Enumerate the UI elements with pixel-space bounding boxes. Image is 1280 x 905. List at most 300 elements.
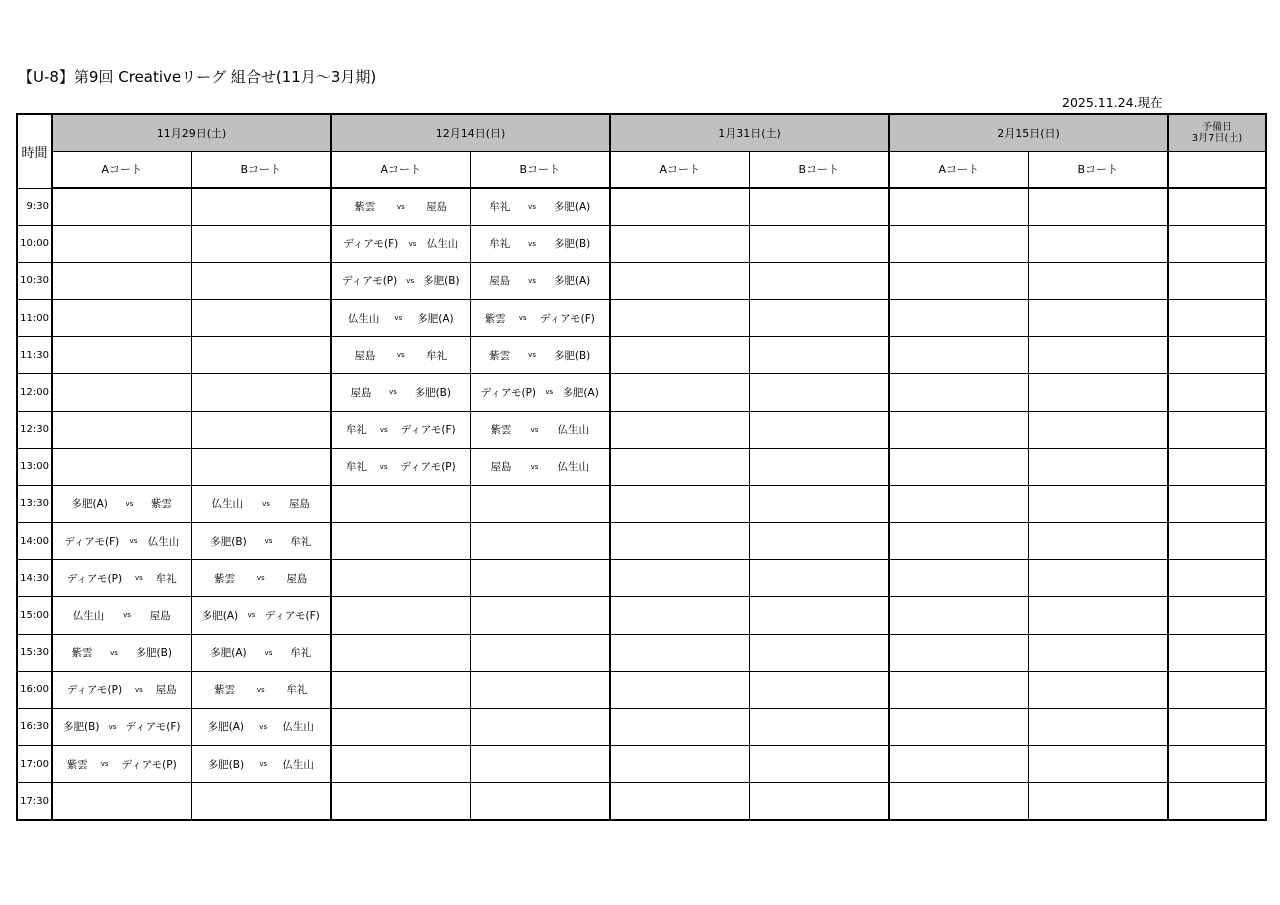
match-cell <box>52 634 191 671</box>
page-title: 【U-8】第9回 Creativeリーグ 組合せ(11月～3月期) <box>18 68 377 86</box>
match-cell <box>610 300 749 337</box>
away-team: ディアモ(F) <box>400 424 456 437</box>
match-cell <box>331 262 470 299</box>
match-cell <box>1028 337 1168 374</box>
match-cell <box>191 262 331 299</box>
match-cell <box>749 746 889 783</box>
reserve-cell <box>1168 262 1266 299</box>
schedule-row <box>17 523 1266 560</box>
schedule-row <box>17 262 1266 299</box>
match-cell <box>191 560 331 597</box>
match-cell <box>331 523 470 560</box>
match <box>192 608 331 623</box>
schedule-row <box>17 783 1266 820</box>
reserve-cell <box>1168 560 1266 597</box>
match-cell <box>889 634 1028 671</box>
match-cell <box>52 671 191 708</box>
match <box>192 534 331 549</box>
match <box>53 608 191 623</box>
match-cell <box>52 448 191 485</box>
match-cell <box>610 708 749 745</box>
match-cell <box>52 300 191 337</box>
match-cell <box>331 411 470 448</box>
reserve-cell <box>1168 523 1266 560</box>
time-cell: 14:30 <box>17 560 52 597</box>
vs-label: vs <box>134 574 143 583</box>
vs-label: vs <box>518 314 527 323</box>
match-cell <box>749 225 889 262</box>
reserve-cell <box>1168 374 1266 411</box>
match-cell <box>52 188 191 225</box>
match-cell <box>749 783 889 820</box>
vs-label: vs <box>110 648 118 657</box>
vs-label: vs <box>528 351 536 360</box>
time-cell: 11:00 <box>17 300 52 337</box>
time-cell: 17:00 <box>17 746 52 783</box>
home-team: 屋島 <box>489 275 511 288</box>
match-cell <box>889 262 1028 299</box>
match-cell <box>1028 300 1168 337</box>
vs-label: vs <box>247 611 256 620</box>
match-cell <box>331 300 470 337</box>
match-cell <box>610 188 749 225</box>
time-cell: 16:00 <box>17 671 52 708</box>
vs-label: vs <box>379 425 388 434</box>
vs-label: vs <box>256 574 265 583</box>
home-team: 多肥(A) <box>71 498 108 511</box>
match-cell <box>749 597 889 634</box>
match <box>53 645 191 660</box>
day-header-nov29: 11月29日(土) <box>52 114 331 151</box>
away-team: ディアモ(F) <box>125 721 181 734</box>
match-cell <box>191 300 331 337</box>
match-cell <box>470 337 610 374</box>
schedule-row <box>17 634 1266 671</box>
reserve-cell <box>1168 485 1266 522</box>
match <box>192 682 331 697</box>
match-cell <box>331 783 470 820</box>
away-team: 仏生山 <box>557 424 590 437</box>
schedule-row <box>17 560 1266 597</box>
match-cell <box>470 188 610 225</box>
match-cell <box>470 671 610 708</box>
home-team: 多肥(A) <box>210 647 247 660</box>
court-header: Bコート <box>191 151 331 188</box>
match-cell <box>52 225 191 262</box>
vs-label: vs <box>264 537 273 546</box>
match-cell <box>610 411 749 448</box>
home-team: 多肥(A) <box>201 609 239 622</box>
match-cell <box>191 225 331 262</box>
match-cell <box>470 448 610 485</box>
match-cell <box>889 337 1028 374</box>
home-team: ディアモ(P) <box>66 572 123 585</box>
time-cell: 16:30 <box>17 708 52 745</box>
match-cell <box>470 560 610 597</box>
vs-label: vs <box>129 537 138 546</box>
court-header: Aコート <box>52 151 191 188</box>
match-cell <box>191 708 331 745</box>
match-cell <box>52 560 191 597</box>
match-cell <box>889 300 1028 337</box>
vs-label: vs <box>125 499 134 508</box>
reserve-cell <box>1168 225 1266 262</box>
match <box>53 757 191 772</box>
away-team: 多肥(B) <box>423 275 460 288</box>
away-team: 屋島 <box>155 684 177 697</box>
home-team: 屋島 <box>490 461 512 474</box>
match-cell <box>191 188 331 225</box>
schedule-row <box>17 188 1266 225</box>
reserve-cell <box>1168 671 1266 708</box>
time-cell: 13:00 <box>17 448 52 485</box>
home-team: 紫雲 <box>489 349 511 362</box>
away-team: 牟礼 <box>286 684 308 697</box>
home-team: ディアモ(P) <box>480 386 536 399</box>
match-cell <box>52 597 191 634</box>
vs-label: vs <box>528 276 536 285</box>
match-cell <box>1028 485 1168 522</box>
match <box>332 385 470 400</box>
match-cell <box>749 188 889 225</box>
match <box>332 422 470 437</box>
match-cell <box>1028 411 1168 448</box>
match-cell <box>331 671 470 708</box>
vs-label: vs <box>134 685 143 694</box>
match-cell <box>610 262 749 299</box>
match <box>332 311 470 326</box>
match <box>471 199 610 214</box>
match-cell <box>52 374 191 411</box>
vs-label: vs <box>100 760 109 769</box>
match <box>192 496 331 511</box>
home-team: 屋島 <box>354 349 376 362</box>
time-cell: 12:30 <box>17 411 52 448</box>
vs-label: vs <box>408 239 417 248</box>
day-header-row <box>17 114 1266 151</box>
match-cell <box>749 671 889 708</box>
match-cell <box>191 783 331 820</box>
match-cell <box>1028 225 1168 262</box>
vs-label: vs <box>379 462 388 471</box>
match-cell <box>52 746 191 783</box>
away-team: 牟礼 <box>290 647 312 660</box>
match-cell <box>1028 262 1168 299</box>
match-cell <box>1028 746 1168 783</box>
match-cell <box>889 783 1028 820</box>
schedule-body <box>17 188 1266 820</box>
match-cell <box>470 708 610 745</box>
match-cell <box>749 337 889 374</box>
match <box>53 719 191 734</box>
match-cell <box>470 225 610 262</box>
match-cell <box>470 746 610 783</box>
match-cell <box>889 708 1028 745</box>
match-cell <box>889 671 1028 708</box>
away-team: ディアモ(F) <box>539 312 595 325</box>
time-cell: 12:00 <box>17 374 52 411</box>
time-cell: 13:30 <box>17 485 52 522</box>
home-team: 多肥(B) <box>210 535 247 548</box>
home-team: 多肥(B) <box>207 758 245 771</box>
vs-label: vs <box>264 648 273 657</box>
match-cell <box>889 411 1028 448</box>
time-cell: 10:30 <box>17 262 52 299</box>
time-cell: 9:30 <box>17 188 52 225</box>
away-team: ディアモ(P) <box>121 758 177 771</box>
schedule-row <box>17 485 1266 522</box>
reserve-day-header <box>1168 114 1266 151</box>
away-team: 牟礼 <box>426 349 448 362</box>
match-cell <box>1028 708 1168 745</box>
reserve-cell <box>1168 783 1266 820</box>
court-header: Aコート <box>610 151 749 188</box>
vs-label: vs <box>259 722 268 731</box>
reserve-cell <box>1168 634 1266 671</box>
match-cell <box>1028 374 1168 411</box>
home-team: 紫雲 <box>71 647 93 660</box>
match-cell <box>470 485 610 522</box>
schedule-row <box>17 448 1266 485</box>
match-cell <box>191 485 331 522</box>
time-column-header: 時間 <box>17 114 52 188</box>
reserve-day-date: 3月7日(土) <box>1191 132 1243 144</box>
reserve-court-cell <box>1168 151 1266 188</box>
schedule-row <box>17 300 1266 337</box>
match-cell <box>749 634 889 671</box>
reserve-cell <box>1168 746 1266 783</box>
match <box>332 348 470 363</box>
vs-label: vs <box>528 202 536 211</box>
match-cell <box>889 523 1028 560</box>
match <box>471 236 610 251</box>
match <box>471 348 610 363</box>
away-team: 多肥(A) <box>553 275 591 288</box>
schedule-row <box>17 411 1266 448</box>
match-cell <box>610 374 749 411</box>
match-cell <box>749 485 889 522</box>
match-cell <box>331 746 470 783</box>
home-team: 仏生山 <box>211 498 243 511</box>
reserve-cell <box>1168 411 1266 448</box>
away-team: 屋島 <box>289 498 311 511</box>
match-cell <box>470 634 610 671</box>
match-cell <box>889 448 1028 485</box>
match <box>192 571 331 586</box>
time-cell: 14:00 <box>17 523 52 560</box>
away-team: 多肥(B) <box>553 238 591 251</box>
away-team: 多肥(B) <box>553 349 591 362</box>
match-cell <box>52 485 191 522</box>
home-team: ディアモ(F) <box>343 238 399 251</box>
home-team: 紫雲 <box>214 572 236 585</box>
away-team: 多肥(B) <box>414 386 451 399</box>
match-cell <box>470 300 610 337</box>
home-team: ディアモ(P) <box>341 275 398 288</box>
match <box>471 459 610 474</box>
match-cell <box>331 560 470 597</box>
vs-label: vs <box>389 388 397 397</box>
match-cell <box>470 411 610 448</box>
day-header-dec14: 12月14日(日) <box>331 114 610 151</box>
match-cell <box>1028 783 1168 820</box>
vs-label: vs <box>545 388 554 397</box>
match <box>332 199 470 214</box>
match <box>471 311 610 326</box>
vs-label: vs <box>394 314 403 323</box>
match-cell <box>1028 188 1168 225</box>
match-cell <box>889 746 1028 783</box>
schedule-row <box>17 374 1266 411</box>
home-team: 紫雲 <box>490 424 512 437</box>
home-team: 牟礼 <box>489 201 511 214</box>
match-cell <box>331 374 470 411</box>
home-team: 牟礼 <box>345 461 367 474</box>
match-cell <box>331 708 470 745</box>
match-cell <box>191 411 331 448</box>
match-cell <box>52 337 191 374</box>
match-cell <box>191 746 331 783</box>
match-cell <box>610 671 749 708</box>
match-cell <box>331 634 470 671</box>
match-cell <box>749 708 889 745</box>
away-team: 仏生山 <box>282 758 314 771</box>
match-cell <box>331 448 470 485</box>
match <box>332 273 470 288</box>
day-header-feb15: 2月15日(日) <box>889 114 1168 151</box>
match-cell <box>889 560 1028 597</box>
court-header: Bコート <box>470 151 610 188</box>
vs-label: vs <box>396 351 405 360</box>
home-team: 紫雲 <box>214 684 236 697</box>
match <box>471 422 610 437</box>
home-team: 牟礼 <box>489 238 511 251</box>
match-cell <box>610 448 749 485</box>
match-cell <box>52 708 191 745</box>
away-team: 多肥(A) <box>417 312 454 325</box>
time-cell: 17:30 <box>17 783 52 820</box>
vs-label: vs <box>530 462 539 471</box>
court-header: Bコート <box>1028 151 1168 188</box>
match-cell <box>610 225 749 262</box>
match-cell <box>1028 523 1168 560</box>
schedule-table <box>16 113 1267 821</box>
match-cell <box>331 597 470 634</box>
match-cell <box>470 523 610 560</box>
match <box>53 682 191 697</box>
time-cell: 15:00 <box>17 597 52 634</box>
schedule-row <box>17 225 1266 262</box>
match <box>53 496 191 511</box>
match-cell <box>1028 560 1168 597</box>
as-of-date: 2025.11.24.現在 <box>1062 95 1163 110</box>
home-team: 紫雲 <box>66 758 88 771</box>
vs-label: vs <box>262 499 270 508</box>
match-cell <box>889 374 1028 411</box>
away-team: 仏生山 <box>282 721 314 734</box>
match-cell <box>889 597 1028 634</box>
match <box>332 236 470 251</box>
schedule-row <box>17 597 1266 634</box>
match-cell <box>610 746 749 783</box>
reserve-day-label: 予備日 <box>1202 121 1233 133</box>
match <box>332 459 470 474</box>
match-cell <box>191 634 331 671</box>
home-team: 牟礼 <box>345 424 367 437</box>
away-team: 多肥(A) <box>562 386 599 399</box>
match-cell <box>610 783 749 820</box>
away-team: 牟礼 <box>155 572 177 585</box>
match-cell <box>749 262 889 299</box>
home-team: 多肥(B) <box>63 721 100 734</box>
away-team: 仏生山 <box>557 461 590 474</box>
match-cell <box>749 560 889 597</box>
schedule-row <box>17 746 1266 783</box>
match-cell <box>889 188 1028 225</box>
match-cell <box>749 448 889 485</box>
away-team: 屋島 <box>426 201 448 214</box>
vs-label: vs <box>528 239 536 248</box>
match-cell <box>470 783 610 820</box>
schedule-row <box>17 337 1266 374</box>
court-header: Aコート <box>331 151 470 188</box>
match-cell <box>749 374 889 411</box>
match <box>53 571 191 586</box>
match <box>53 534 191 549</box>
match-cell <box>889 225 1028 262</box>
court-header: Bコート <box>749 151 889 188</box>
match <box>471 385 610 400</box>
match-cell <box>191 337 331 374</box>
time-cell: 11:30 <box>17 337 52 374</box>
vs-label: vs <box>530 425 539 434</box>
match-cell <box>610 634 749 671</box>
away-team: 紫雲 <box>150 498 172 511</box>
match-cell <box>191 374 331 411</box>
match-cell <box>470 262 610 299</box>
reserve-cell <box>1168 300 1266 337</box>
match-cell <box>191 448 331 485</box>
match-cell <box>610 560 749 597</box>
match-cell <box>331 337 470 374</box>
away-team: ディアモ(F) <box>264 609 320 622</box>
time-cell: 15:30 <box>17 634 52 671</box>
match-cell <box>1028 634 1168 671</box>
away-team: 屋島 <box>286 572 308 585</box>
match-cell <box>52 783 191 820</box>
vs-label: vs <box>406 276 415 285</box>
reserve-cell <box>1168 708 1266 745</box>
match-cell <box>1028 448 1168 485</box>
home-team: 多肥(A) <box>207 721 245 734</box>
time-cell: 10:00 <box>17 225 52 262</box>
home-team: 屋島 <box>350 386 372 399</box>
match-cell <box>191 523 331 560</box>
match-cell <box>331 188 470 225</box>
away-team: 多肥(A) <box>553 201 591 214</box>
match-cell <box>191 597 331 634</box>
match <box>192 645 331 660</box>
match-cell <box>749 411 889 448</box>
reserve-cell <box>1168 188 1266 225</box>
home-team: 仏生山 <box>72 609 105 622</box>
away-team: 屋島 <box>149 609 171 622</box>
vs-label: vs <box>256 685 265 694</box>
match-cell <box>749 523 889 560</box>
vs-label: vs <box>123 611 131 620</box>
match-cell <box>52 523 191 560</box>
home-team: 紫雲 <box>354 201 376 214</box>
